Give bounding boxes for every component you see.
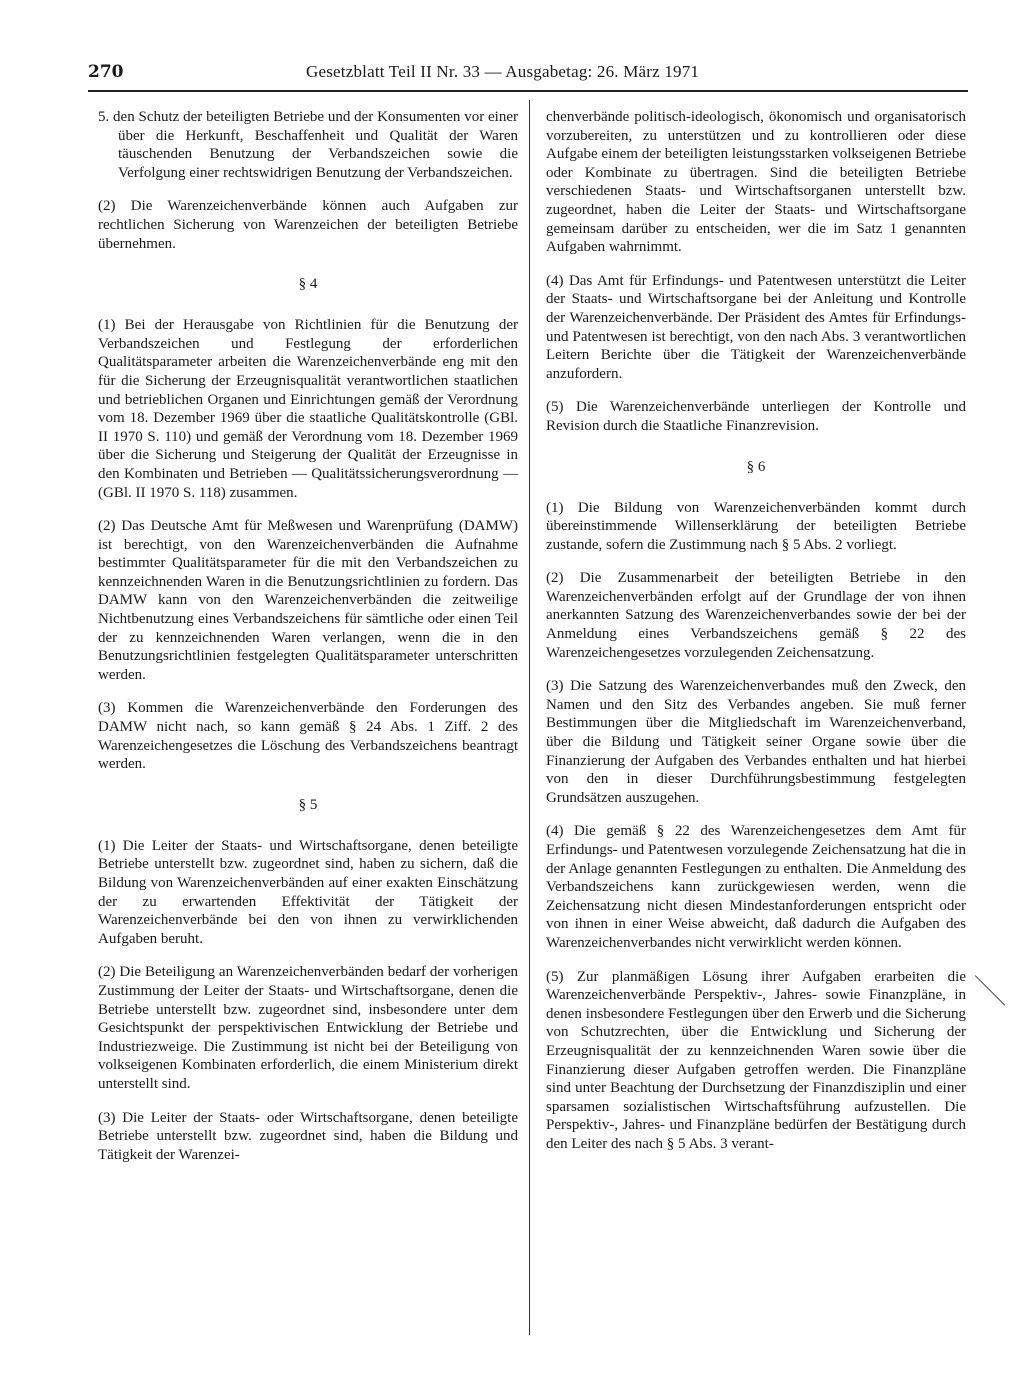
- margin-pen-mark: [975, 975, 1006, 1006]
- column-divider: [529, 100, 530, 1335]
- paragraph-s5-3-start: (3) Die Leiter der Staats- oder Wirtschaftsorgane, denen beteiligte Betriebe unterstellt bzw. zugeordnet sind, haben die Bildung und Tätigkeit der Warenzei-: [98, 1109, 518, 1163]
- section-heading-6: § 6: [746, 458, 766, 475]
- section-heading-5: § 5: [298, 796, 318, 813]
- paragraph-s5-4: (4) Das Amt für Erfindungs- und Patentwesen unterstützt die Leiter der Staats- und Wirtschaftsorgane bei der Anleitung und Kontrolle der Warenzeichenverbände. Der Präsident des Amtes für Erfindungs- und Patentwesen ist berechtigt, von den nach Abs. 3 verantwortlichen Leitern Berichte über die Tätigkeit der Warenzeichenverbände anzufordern.: [546, 272, 966, 382]
- paragraph-s5-3-continued: chenverbände politisch-ideologisch, ökonomisch und organisatorisch vorzubereiten, zu unterstützen und zu kontrollieren oder diese Aufgabe einem der beteiligten leistungsstarken volkseigenen Betriebe oder Kombinate zu übertragen. Sind die beteiligten Betriebe verschiedenen Staats- und Wirtschaftsorganen unterstellt bzw. zugeordnet, haben die Leiter der Staats- und Wirtschaftsorgane gemeinsam darüber zu entscheiden, wer die im Satz 1 genannten Aufgaben wahrnimmt.: [546, 109, 966, 256]
- paragraph-s6-3: (3) Die Satzung des Warenzeichenverbandes muß den Zweck, den Namen und den Sitz des Verbandes angeben. Sie muß ferner Bestimmungen über die Mitgliedschaft im Warenzeichenverband, über die Bildung und Tätigkeit seiner Organe sowie über die Finanzierung der Aufgaben des Verbandes enthalten und hat hierbei von den in dieser Durchführungsbestimmung festgelegten Grundsätzen auszugehen.: [546, 678, 966, 806]
- header-rule: [88, 90, 968, 92]
- paragraph-s5-2: (2) Die Beteiligung an Warenzeichenverbänden bedarf der vorherigen Zustimmung der Leiter der Staats- und Wirtschaftsorgane, denen die Betriebe unterstellt bzw. zugeordnet sind, insbesondere unter dem Gesichtspunkt der perspektivischen Entwicklung der Betriebe und Industriezweige. Die Zustimmung ist nicht bei der Beteiligung von volkseigenen Kombinaten erforderlich, die einem Ministerium direkt unterstellt sind.: [98, 964, 518, 1092]
- right-column: [546, 108, 966, 1154]
- left-column: [98, 108, 518, 1164]
- page-number: 270: [88, 62, 124, 82]
- paragraph-s5-1: (1) Die Leiter der Staats- und Wirtschaftsorgane, denen beteiligte Betriebe unterstellt bzw. zugeordnet sind, haben zu sichern, daß die Bildung von Warenzeichenverbänden auf einer exakten Einschätzung der zu erwartenden Effektivität der Tätigkeit der Warenzeichenverbände bei den von ihnen zu verwirklichenden Aufgaben beruht.: [98, 837, 518, 947]
- paragraph-s6-2: (2) Die Zusammenarbeit der beteiligten Betriebe in den Warenzeichenverbänden erfolgt auf der Grundlage der von ihnen anerkannten Satzung des Warenzeichenverbandes sowie der bei der Anmeldung eines Verbandszeichens gemäß § 22 des Warenzeichengesetzes vorzulegenden Zeichensatzung.: [546, 570, 966, 661]
- page-header: [88, 62, 968, 88]
- paragraph-s4-2: (2) Das Deutsche Amt für Meßwesen und Warenprüfung (DAMW) ist berechtigt, von den Warenzeichenverbänden die Aufnahme bestimmter Qualitätsparameter für die mit den Verbandszeichen zu kennzeichnenden Waren in die Benutzungsrichtlinien zu fordern. Das DAMW kann von den Warenzeichenverbänden die zeitweilige Nichtbenutzung eines Verbandszeichens für sämtliche oder einen Teil der zu kennzeichnenden Waren verlangen, wenn die in den Benutzungsrichtlinien festgelegten Qualitätsparameter unterschritten werden.: [98, 518, 518, 683]
- paragraph-s4-1: (1) Bei der Herausgabe von Richtlinien für die Benutzung der Verbandszeichen und Festlegung der erforderlichen Qualitätsparameter arbeiten die Warenzeichenverbände eng mit den für die Sicherung der Erzeugnisqualität verantwortlichen staatlichen und betrieblichen Organen und Einrichtungen gemäß der Verordnung vom 18. Dezember 1969 über die staatliche Qualitätskontrolle (GBl. II 1970 S. 110) und gemäß der Verordnung vom 18. Dezember 1969 über die Sicherung und Steigerung der Qualität der Erzeugnisse in den Kombinaten und Betrieben — Qualitätssicherungsverordnung — (GBl. II 1970 S. 118) zusammen.: [98, 317, 518, 501]
- paragraph-s4-3: (3) Kommen die Warenzeichenverbände den Forderungen des DAMW nicht nach, so kann gemäß § 24 Abs. 1 Ziff. 2 des Warenzeichengesetzes die Löschung des Verbandszeichens beantragt werden.: [98, 700, 518, 773]
- paragraph-s6-4: (4) Die gemäß § 22 des Warenzeichengesetzes dem Amt für Erfindungs- und Patentwesen vorzulegende Zeichensatzung hat die in der Anlage genannten Festlegungen zu enthalten. Die Anmeldung des Verbandszeichens kann zurückgewiesen werden, wenn die Zeichensatzung nicht diesen Mindestanforderungen entspricht oder von ihnen in einer Weise abweicht, daß dadurch die Aufgaben des Warenzeichenverbandes nicht verwirklicht werden können.: [546, 823, 966, 951]
- header-title: Gesetzblatt Teil II Nr. 33 — Ausgabetag: 26. März 1971: [306, 62, 700, 81]
- paragraph-s5-5: (5) Die Warenzeichenverbände unterliegen der Kontrolle und Revision durch die Staatliche Finanzrevision.: [546, 399, 966, 434]
- paragraph-s6-5: (5) Zur planmäßigen Lösung ihrer Aufgaben erarbeiten die Warenzeichenverbände Perspektiv-, Jahres- sowie Finanzpläne, in denen insbesondere Festlegungen über den Erwerb und die Sicherung von Schutzrechten, über die Entwicklung und Sicherung der Erzeugnisqualität der zu kennzeichnenden Waren sowie über die Finanzierung dieser Aufgaben getroffen werden. Die Finanzpläne sind unter Beachtung der Durchsetzung der Finanzdisziplin und einer sparsamen sozialistischen Wirtschaftsführung aufzustellen. Die Perspektiv-, Jahres- und Finanzpläne bedürfen der Bestätigung durch den Leiter des nach § 5 Abs. 3 verant-: [546, 968, 966, 1152]
- paragraph-s6-1: (1) Die Bildung von Warenzeichenverbänden kommt durch übereinstimmende Willenserklärung der beteiligten Betriebe zustande, sofern die Zustimmung nach § 5 Abs. 2 vorliegt.: [546, 499, 966, 553]
- list-item-5: 5. den Schutz der beteiligten Betriebe und der Konsumenten vor einer über die Herkunft, Beschaffenheit und Qualität der Waren täuschenden Benutzung der Verbandszeichen sowie die Verfolgung einer rechtswidrigen Benutzung der Verbandszeichen.: [98, 109, 518, 181]
- paragraph-s3-2: (2) Die Warenzeichenverbände können auch Aufgaben zur rechtlichen Sicherung von Warenzeichen der beteiligten Betriebe übernehmen.: [98, 198, 518, 252]
- section-heading-4: § 4: [298, 276, 318, 293]
